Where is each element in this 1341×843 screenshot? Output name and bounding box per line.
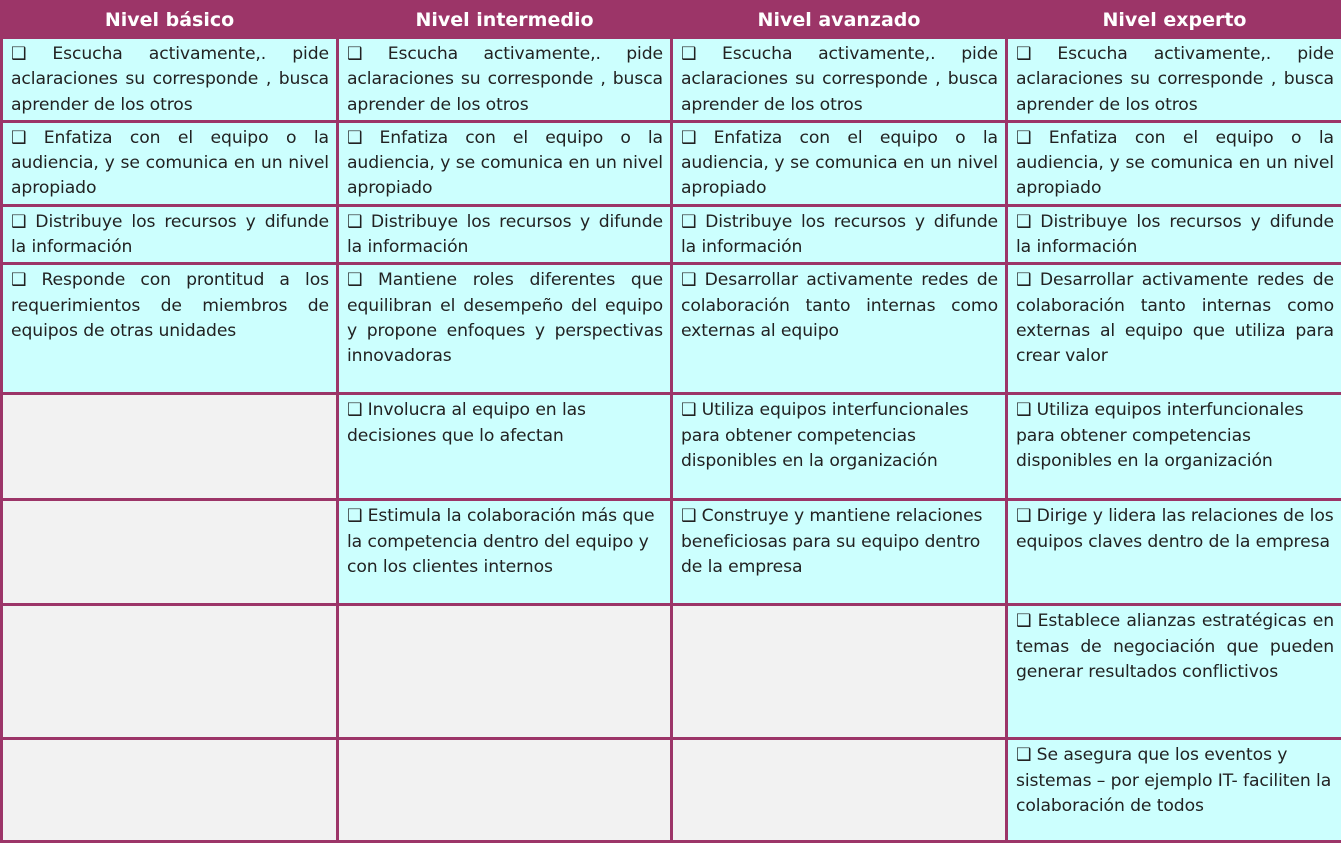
empty-cell: [672, 605, 1007, 739]
table-row: [2, 38, 1341, 122]
table-cell: [1007, 264, 1341, 394]
header-nivel-intermedio: Nivel intermedio: [338, 2, 672, 38]
empty-cell: [338, 605, 672, 739]
table-row: [2, 500, 1341, 605]
cell-text: ❑ Distribuye los recursos y difunde la información: [339, 207, 670, 263]
cell-text: [3, 395, 336, 400]
table-cell: [2, 121, 338, 205]
table-cell: [338, 500, 672, 605]
table-row: [2, 394, 1341, 500]
table-cell: [2, 264, 338, 394]
cell-text: ❑ Distribuye los recursos y difunde la información: [3, 207, 336, 263]
cell-text: [3, 501, 336, 506]
cell-text: ❑ Utiliza equipos interfuncionales para obtener competencias disponibles en la organización: [673, 395, 1005, 476]
cell-text: ❑ Escucha activamente,. pide aclaraciones su corresponde , busca aprender de los otros: [339, 39, 670, 120]
cell-text: ❑ Mantiene roles diferentes que equilibran el desempeño del equipo y propone enfoques y perspectivas innovadoras: [339, 265, 670, 371]
table-row: [2, 205, 1341, 264]
table-cell: [338, 205, 672, 264]
table-cell: [672, 264, 1007, 394]
empty-cell: [2, 739, 338, 842]
header-nivel-experto: Nivel experto: [1007, 2, 1341, 38]
cell-text: ❑ Escucha activamente,. pide aclaraciones su corresponde , busca aprender de los otros: [1008, 39, 1341, 120]
cell-text: ❑ Responde con prontitud a los requerimientos de miembros de equipos de otras unidades: [3, 265, 336, 346]
cell-text: ❑ Distribuye los recursos y difunde la información: [1008, 207, 1341, 263]
table-cell: [672, 121, 1007, 205]
cell-text: ❑ Enfatiza con el equipo o la audiencia, y se comunica en un nivel apropiado: [1008, 123, 1341, 204]
table-cell: [672, 205, 1007, 264]
cell-text: ❑ Enfatiza con el equipo o la audiencia, y se comunica en un nivel apropiado: [673, 123, 1005, 204]
table-row: [2, 605, 1341, 739]
table-cell: [2, 205, 338, 264]
table-cell: [338, 264, 672, 394]
cell-text: ❑ Construye y mantiene relaciones beneficiosas para su equipo dentro de la empresa: [673, 501, 1005, 582]
empty-cell: [672, 739, 1007, 842]
table-cell: [338, 394, 672, 500]
cell-text: [3, 740, 336, 745]
table-cell: [672, 38, 1007, 122]
cell-text: ❑ Involucra al equipo en las decisiones que lo afectan: [339, 395, 670, 451]
cell-text: [3, 606, 336, 611]
table-cell: [1007, 500, 1341, 605]
header-nivel-avanzado: Nivel avanzado: [672, 2, 1007, 38]
empty-cell: [2, 500, 338, 605]
cell-text: ❑ Dirige y lidera las relaciones de los equipos claves dentro de la empresa: [1008, 501, 1341, 557]
table-cell: [1007, 121, 1341, 205]
table-row: [2, 739, 1341, 842]
cell-text: ❑ Enfatiza con el equipo o la audiencia, y se comunica en un nivel apropiado: [339, 123, 670, 204]
cell-text: ❑ Distribuye los recursos y difunde la información: [673, 207, 1005, 263]
table-cell: [1007, 605, 1341, 739]
cell-text: ❑ Enfatiza con el equipo o la audiencia, y se comunica en un nivel apropiado: [3, 123, 336, 204]
table-cell: [672, 394, 1007, 500]
cell-text: ❑ Desarrollar activamente redes de colaboración tanto internas como externas al equipo que utiliza para crear valor: [1008, 265, 1341, 371]
empty-cell: [338, 739, 672, 842]
table-cell: [2, 38, 338, 122]
cell-text: ❑ Estimula la colaboración más que la competencia dentro del equipo y con los clientes internos: [339, 501, 670, 582]
table-row: [2, 264, 1341, 394]
table-cell: [1007, 739, 1341, 842]
table-cell: [1007, 205, 1341, 264]
cell-text: [673, 740, 1005, 745]
cell-text: ❑ Escucha activamente,. pide aclaraciones su corresponde , busca aprender de los otros: [3, 39, 336, 120]
cell-text: ❑ Se asegura que los eventos y sistemas – por ejemplo IT- faciliten la colaboración de todos: [1008, 740, 1341, 821]
table-row: [2, 121, 1341, 205]
table-cell: [338, 38, 672, 122]
header-row: [2, 2, 1341, 38]
cell-text: [339, 740, 670, 745]
cell-text: [673, 606, 1005, 611]
cell-text: ❑ Utiliza equipos interfuncionales para obtener competencias disponibles en la organización: [1008, 395, 1341, 476]
cell-text: ❑ Escucha activamente,. pide aclaraciones su corresponde , busca aprender de los otros: [673, 39, 1005, 120]
empty-cell: [2, 394, 338, 500]
table-cell: [672, 500, 1007, 605]
cell-text: ❑ Establece alianzas estratégicas en temas de negociación que pueden generar resultados conflictivos: [1008, 606, 1341, 687]
cell-text: [339, 606, 670, 611]
table-cell: [338, 121, 672, 205]
cell-text: ❑ Desarrollar activamente redes de colaboración tanto internas como externas al equipo: [673, 265, 1005, 346]
table-cell: [1007, 38, 1341, 122]
header-nivel-basico: Nivel básico: [2, 2, 338, 38]
empty-cell: [2, 605, 338, 739]
table-cell: [1007, 394, 1341, 500]
